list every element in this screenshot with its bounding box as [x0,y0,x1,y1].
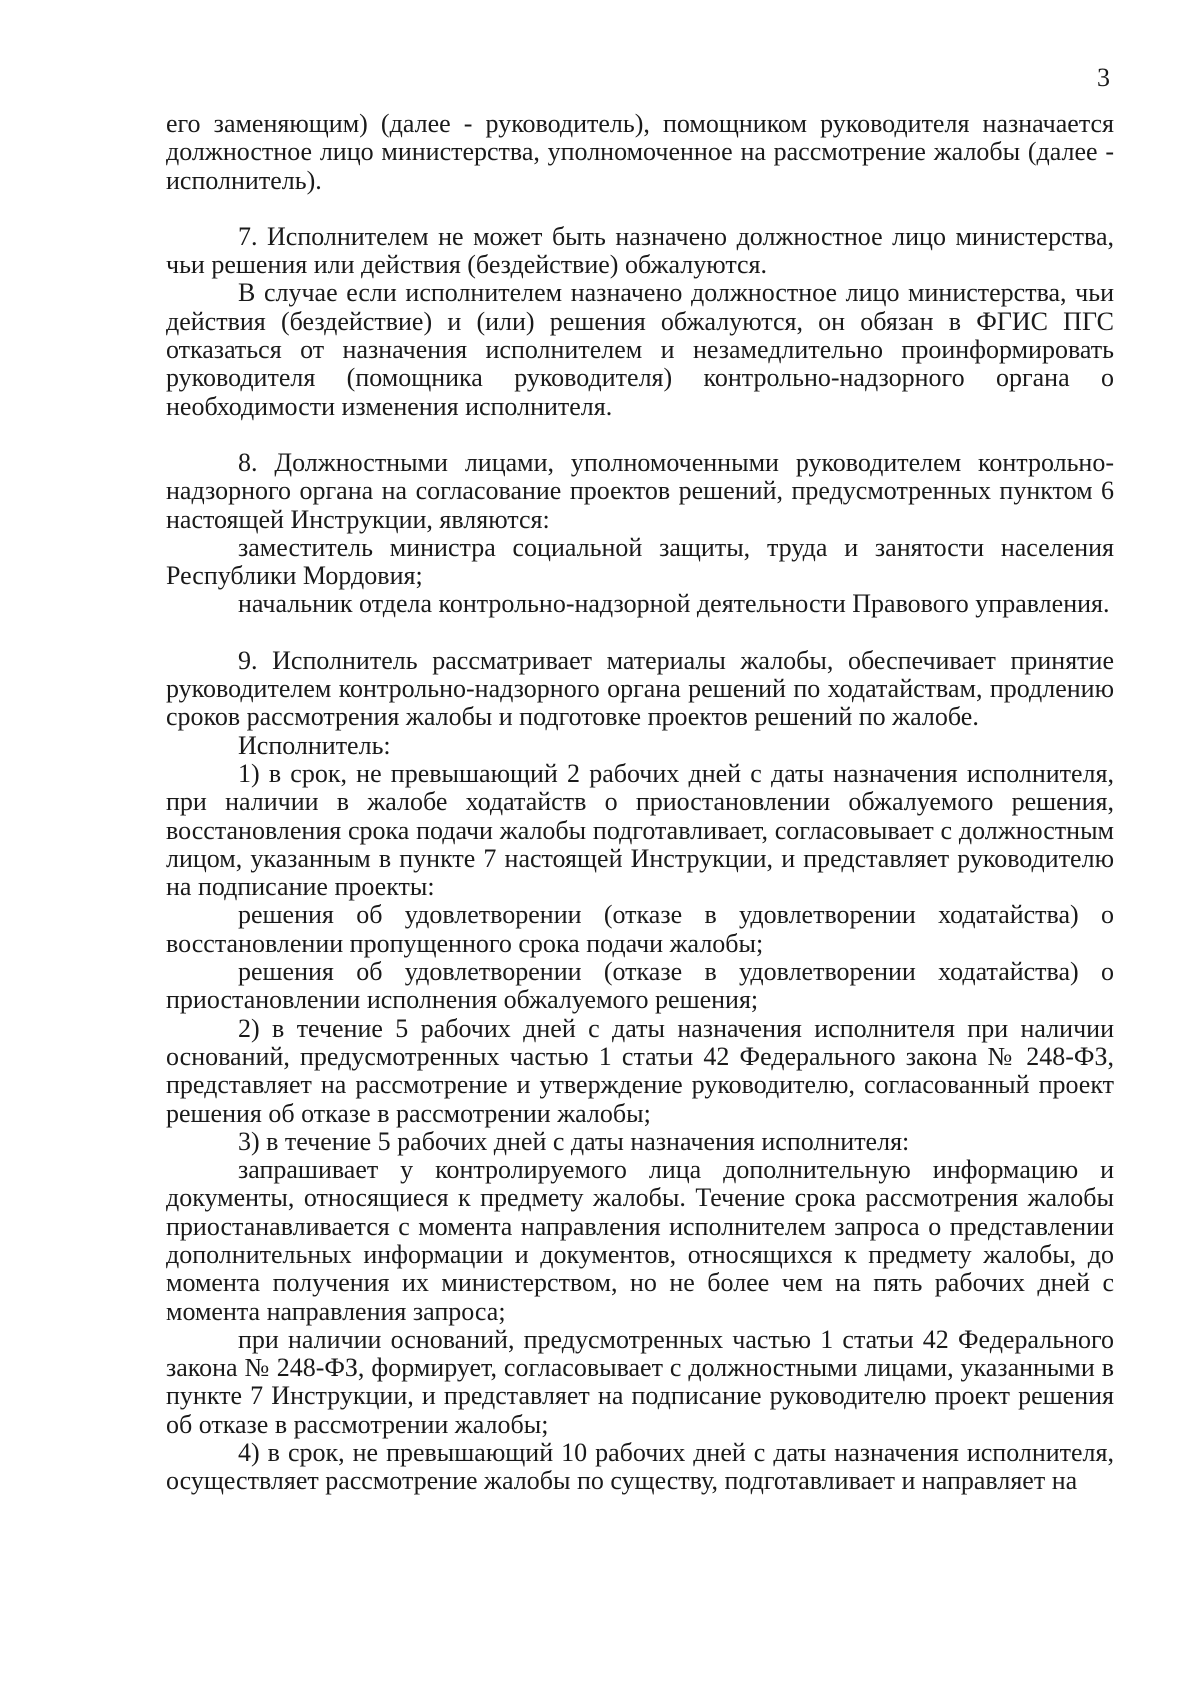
paragraph-gap [166,619,1114,647]
paragraph-official-department-head: начальник отдела контрольно-надзорной деятельности Правового управления. [238,589,1110,619]
paragraph-official-deputy-minister: заместитель министра социальной защиты, труда и занятости населения Республики Мордовия; [166,532,1114,591]
paragraph-gap [166,421,1114,449]
paragraph-subitem-3-request: запрашивает у контролируемого лица дополнительную информацию и документы, относящиеся к предмету жалобы. Течение срока рассмотрения жалобы приостанавливается с момента направления исполнителем запроса о представлении дополнительных информации и документов, относящихся к предмету жалобы, до момента получения их министерством, но не более чем на пять рабочих дней с момента направления запроса; [166,1155,1114,1326]
paragraph-subitem-1-decision-a: решения об удовлетворении (отказе в удовлетворении ходатайства) о восстановлении пропущенного срока подачи жалобы; [166,900,1114,958]
paragraph-subitem-2: 2) в течение 5 рабочих дней с даты назначения исполнителя при наличии оснований, предусмотренных частью 1 статьи 42 Федерального закона № 248-ФЗ, представляет на рассмотрение и утверждение руководителю, согласованный проект решения об отказе в рассмотрении жалобы; [166,1013,1114,1128]
paragraph-subitem-4: 4) в срок, не превышающий 10 рабочих дней с даты назначения исполнителя, осуществляет рассмотрение жалобы по существу, подготавливает и направляет на [166,1438,1114,1496]
paragraph-subitem-3: 3) в течение 5 рабочих дней с даты назначения исполнителя: [238,1126,910,1156]
paragraph-gap [166,195,1114,223]
page-number: 3 [1097,63,1110,92]
paragraph-item-7: 7. Исполнителем не может быть назначено должностное лицо министерства, чьи решения или действия (бездействие) обжалуются. [166,221,1114,280]
document-body [166,110,1114,1496]
paragraph-subitem-3-refusal: при наличии оснований, предусмотренных частью 1 статьи 42 Федерального закона № 248-ФЗ, формирует, согласовывает с должностными лицами, указанными в пункте 7 Инструкции, и представляет на подписание руководителю проект решения об отказе в рассмотрении жалобы; [166,1324,1114,1439]
paragraph-executor-heading: Исполнитель: [238,730,391,760]
paragraph-subitem-1: 1) в срок, не превышающий 2 рабочих дней с даты назначения исполнителя, при наличии в жалобе ходатайств о приостановлении обжалуемого решения, восстановления срока подачи жалобы подготавливает, согласовывает с должностным лицом, указанным в пункте 7 настоящей Инструкции, и представляет руководителю на подписание проекты: [166,758,1114,902]
paragraph-item-9: 9. Исполнитель рассматривает материалы жалобы, обеспечивает принятие руководителем контрольно-надзорного органа решений по ходатайствам, продлению сроков рассмотрения жалобы и подготовке проектов решений по жалобе. [166,645,1114,732]
paragraph-item-7-detail: В случае если исполнителем назначено должностное лицо министерства, чьи действия (бездействие) и (или) решения обжалуются, он обязан в ФГИС ПГС отказаться от назначения исполнителем и незамедлительно проинформировать руководителя (помощника руководителя) контрольно-надзорного органа о необходимости изменения исполнителя. [166,278,1114,421]
paragraph-subitem-1-decision-b: решения об удовлетворении (отказе в удовлетворении ходатайства) о приостановлении исполнения обжалуемого решения; [166,957,1114,1015]
paragraph-continuation: его заменяющим) (далее - руководитель), помощником руководителя назначается должностное лицо министерства, уполномоченное на рассмотрение жалобы (далее - исполнитель). [166,109,1114,195]
paragraph-item-8: 8. Должностными лицами, уполномоченными руководителем контрольно-надзорного органа на согласование проектов решений, предусмотренных пунктом 6 настоящей Инструкции, являются: [166,447,1114,534]
